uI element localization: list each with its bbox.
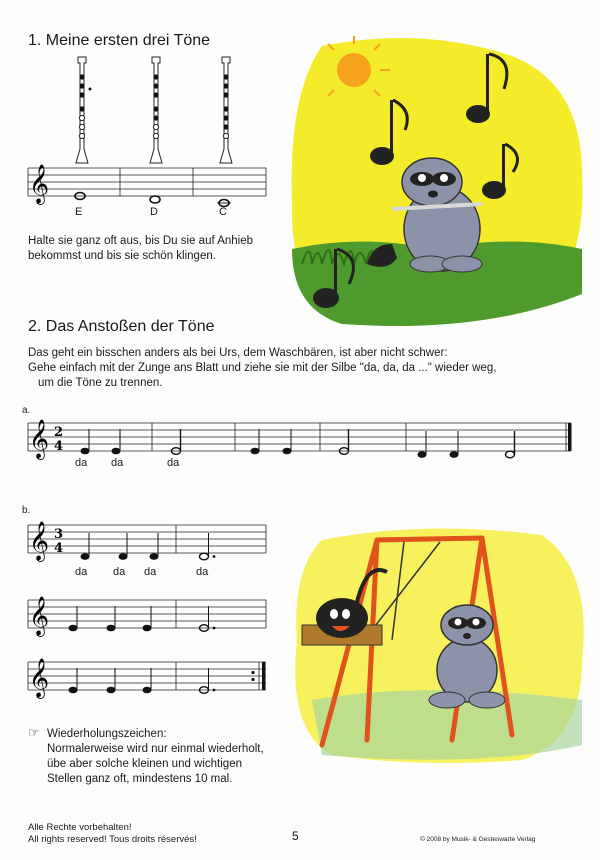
staff-exercise-b-3 bbox=[28, 658, 273, 702]
note-name-d: D bbox=[150, 206, 158, 218]
note-name-e: E bbox=[75, 206, 83, 218]
staff-notes-e-d-c bbox=[28, 164, 268, 208]
recorder-fingering-diagrams bbox=[60, 55, 260, 175]
syllable: da bbox=[111, 457, 124, 469]
recorder-icon-d bbox=[150, 57, 162, 163]
syllable: da bbox=[167, 457, 180, 469]
syllable: da bbox=[196, 566, 209, 578]
rights-notice: Alle Rechte vorbehalten! All rights reserved! Tous droits réservés! bbox=[28, 822, 197, 845]
repeat-sign-note: Wiederholungszeichen: Normalerweise wird nur einmal wiederholt, übe aber solche kleinen und wichtigen Stellen ganz oft, mindestens 10 mal. bbox=[47, 728, 264, 785]
section-1-title: 1. Meine ersten drei Töne bbox=[28, 32, 211, 49]
svg-text:3: 3 bbox=[54, 527, 64, 542]
pointing-hand-icon: ☞ bbox=[28, 725, 40, 740]
staff-exercise-b-2 bbox=[28, 596, 273, 640]
syllable: da bbox=[113, 566, 126, 578]
section-1-text: Halte sie ganz oft aus, bis Du sie auf Anhieb bekommst und bis sie schön klingen. bbox=[28, 235, 254, 262]
syllable: da bbox=[75, 566, 88, 578]
svg-text:4: 4 bbox=[54, 541, 64, 556]
treble-clef-icon: 𝄞 bbox=[29, 521, 50, 561]
page-number: 5 bbox=[292, 829, 299, 843]
recorder-icon-c bbox=[220, 57, 232, 163]
treble-clef-icon: 𝄞 bbox=[29, 596, 50, 636]
exercise-b-label: b. bbox=[22, 505, 31, 516]
staff-exercise-a bbox=[28, 419, 573, 463]
svg-text:4: 4 bbox=[54, 439, 64, 454]
syllable: da bbox=[75, 457, 88, 469]
treble-clef-icon: 𝄞 bbox=[29, 164, 50, 204]
exercise-a-label: a. bbox=[22, 405, 31, 416]
staff-exercise-b-1 bbox=[28, 521, 273, 565]
swing-illustration bbox=[282, 510, 592, 765]
treble-clef-icon: 𝄞 bbox=[29, 419, 50, 459]
syllable: da bbox=[144, 566, 157, 578]
recorder-icon-e bbox=[76, 57, 92, 163]
sun-icon bbox=[337, 53, 371, 87]
section-2-title: 2. Das Anstoßen der Töne bbox=[28, 318, 215, 335]
note-name-c: C bbox=[219, 206, 227, 218]
treble-clef-icon: 𝄞 bbox=[29, 658, 50, 698]
copyright-notice: © 2008 by Musik- & Gesteswarte Verlag bbox=[420, 836, 536, 843]
svg-text:2: 2 bbox=[54, 425, 64, 440]
raccoon-sun-illustration bbox=[282, 34, 590, 332]
section-2-intro: Das geht ein bisschen anders als bei Urs, dem Waschbären, ist aber nicht schwer: Gehe einfach mit der Zunge ans Blatt und ziehe sie mit der Silbe "da, da, da ..." wieder weg, um die Töne zu trennen. bbox=[28, 347, 497, 389]
